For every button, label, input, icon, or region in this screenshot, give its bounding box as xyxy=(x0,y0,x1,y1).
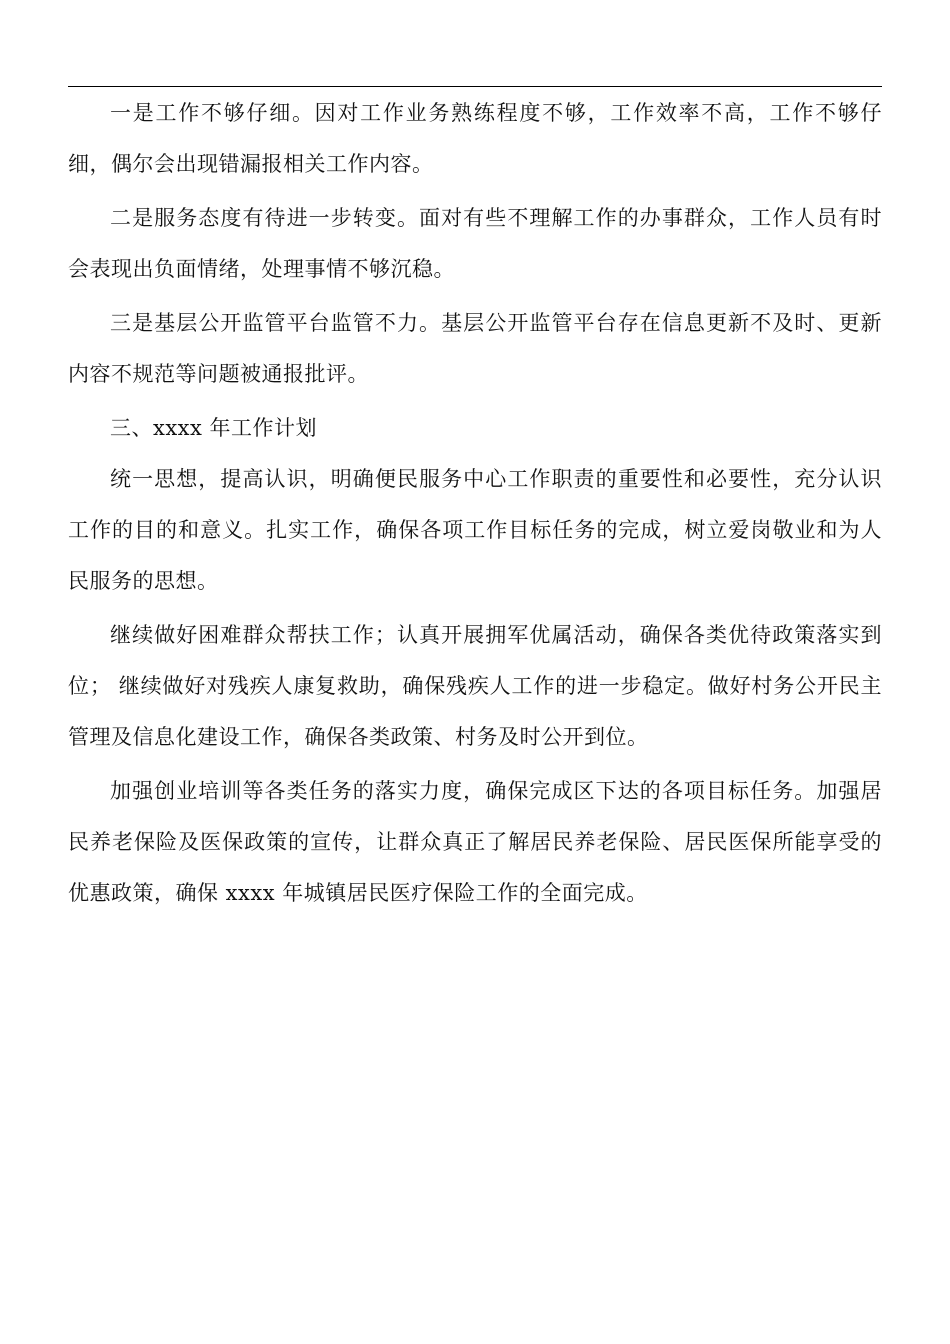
paragraph-plan-2: 继续做好困难群众帮扶工作；认真开展拥军优属活动，确保各类优待政策落实到位； 继续做好对残疾人康复救助，确保残疾人工作的进一步稳定。做好村务公开民主管理及信息化建设工作，确保各类政策、村务及时公开到位。 xyxy=(68,623,882,749)
paragraph-plan-3: 加强创业培训等各类任务的落实力度，确保完成区下达的各项目标任务。加强居民养老保险及医保政策的宣传，让群众真正了解居民养老保险、居民医保所能享受的优惠政策，确保 xxxx 年城镇居民医疗保险工作的全面完成。 xyxy=(68,779,882,905)
section-heading: 三、xxxx 年工作计划 xyxy=(110,416,318,440)
header-rule xyxy=(68,86,882,87)
paragraph-issue-1: 一是工作不够仔细。因对工作业务熟练程度不够，工作效率不高，工作不够仔细，偶尔会出现错漏报相关工作内容。 xyxy=(68,101,882,176)
document-body xyxy=(68,88,882,922)
paragraph-issue-3: 三是基层公开监管平台监管不力。基层公开监管平台存在信息更新不及时、更新内容不规范等问题被通报批评。 xyxy=(68,311,882,386)
paragraph-issue-2: 二是服务态度有待进一步转变。面对有些不理解工作的办事群众，工作人员有时会表现出负面情绪，处理事情不够沉稳。 xyxy=(68,206,882,281)
paragraph-plan-1: 统一思想，提高认识，明确便民服务中心工作职责的重要性和必要性，充分认识工作的目的和意义。扎实工作，确保各项工作目标任务的完成，树立爱岗敬业和为人民服务的思想。 xyxy=(68,467,882,593)
